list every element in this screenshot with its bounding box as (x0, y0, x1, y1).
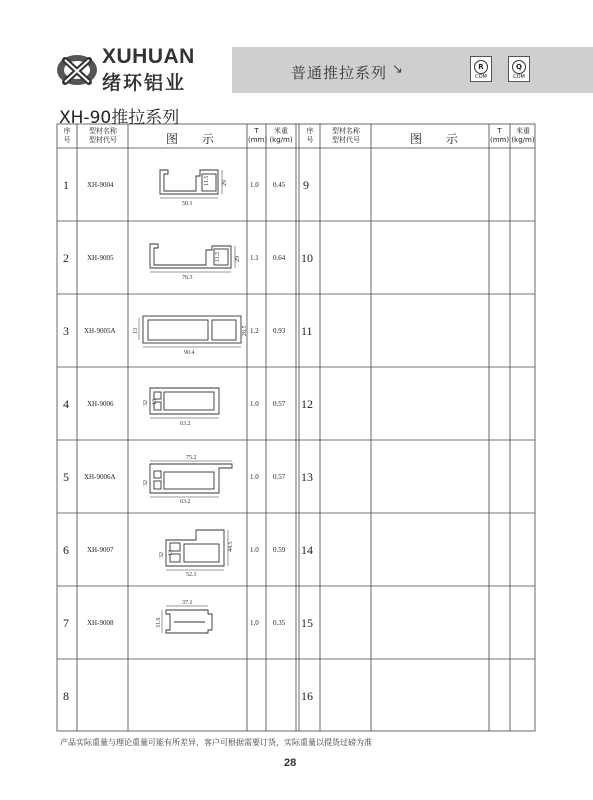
row-3-weight: 0.93 (273, 327, 286, 335)
dim-9006a-top: 75.2 (186, 455, 197, 461)
row-3-seq: 3 (63, 324, 69, 338)
row-14-seq: 14 (301, 543, 313, 557)
header-weight-line2: (kg/m) (269, 136, 293, 144)
row-4-weight: 0.57 (273, 400, 286, 408)
row-2-weight: 0.64 (273, 254, 286, 262)
row-5-code: XH-9006A (84, 473, 116, 481)
row-2-code: XH-9005 (87, 254, 114, 262)
header-model-line2: 型材代号 (89, 136, 117, 144)
brand-name-en: XUHUAN (102, 45, 195, 68)
row-10-seq: 10 (301, 251, 313, 265)
dim-9005-inner: 11.5 (215, 251, 221, 262)
row-15-seq: 15 (301, 616, 313, 630)
row-5-weight: 0.57 (273, 473, 286, 481)
row-3-code: XH-9005A (84, 327, 116, 335)
profile-xh-9007-diagram (166, 530, 228, 570)
header-model-line1: 型材名称 (89, 127, 117, 135)
row-7-weight: 0.35 (273, 619, 286, 627)
dim-9006a-bottom: 63.2 (180, 499, 191, 505)
row-11-seq: 11 (301, 324, 313, 338)
row-1-seq: 1 (63, 178, 69, 192)
header-weight-right-line2: (kg/m) (511, 136, 535, 144)
dim-9005-height: 29 (235, 256, 241, 262)
dim-9008-height: 31.6 (156, 617, 162, 628)
row-5-seq: 5 (63, 470, 69, 484)
header-diagram-right: 图 示 (410, 132, 468, 146)
category-arrow-icon: ↘ (392, 62, 403, 77)
cert-q-sub: COM (513, 74, 525, 80)
header-model-right-line2: 型材代号 (332, 136, 360, 144)
header-model-right-line1: 型材名称 (332, 127, 360, 135)
row-6-code: XH-9007 (87, 546, 114, 554)
profile-xh-9005a-diagram (139, 316, 241, 347)
header-seq-line1: 序 (63, 127, 71, 135)
row-1-weight: 0.45 (273, 181, 286, 189)
cert-r-mark: R (474, 60, 488, 74)
dim-9005-width: 76.3 (182, 275, 193, 281)
dim-9007-inner: 13 (168, 550, 174, 556)
dim-9004-inner: 11.5 (204, 175, 210, 186)
header-diagram: 图 示 (166, 132, 224, 146)
row-2-seq: 2 (63, 251, 69, 265)
profile-xh-9006-diagram (150, 388, 219, 418)
row-7-code: XH-9008 (87, 619, 114, 627)
row-7-seq: 7 (63, 616, 69, 630)
dim-9005a-width: 90.4 (184, 350, 195, 356)
row-16-seq: 16 (301, 689, 313, 703)
row-5-thickness: 1.0 (250, 473, 259, 481)
header-thickness-line1: T (254, 127, 259, 135)
dim-9006-width: 63.2 (180, 421, 191, 427)
header-thickness-right-line2: (mm) (490, 136, 510, 144)
profile-xh-9004-diagram (160, 170, 222, 198)
row-13-seq: 13 (301, 470, 313, 484)
dim-9007-left: 32 (159, 552, 165, 558)
cert-q-mark: Q (512, 60, 526, 74)
header-seq-right-line2: 号 (306, 136, 314, 144)
header-weight-right-line1: 米重 (516, 127, 530, 135)
header-thickness-line2: (mm) (248, 136, 268, 144)
profile-xh-9006a-diagram (150, 461, 232, 497)
cert-r-sub: COM (475, 74, 487, 80)
header-weight-line1: 米重 (274, 127, 288, 135)
dim-9006-height: 32 (143, 400, 149, 406)
brand-name-cn: 绪环铝业 (102, 72, 187, 94)
profile-xh-9008-diagram (162, 606, 212, 633)
weight-disclaimer: 产品实际重量与理论重量可能有所差异，客户可根据需要订货，实际重量以提货过磅为准 (60, 738, 372, 747)
row-9-seq: 9 (303, 178, 309, 192)
profile-xh-9005-diagram (150, 244, 235, 272)
dim-9005a-right: 26.5 (242, 325, 248, 336)
header-seq-right-line1: 序 (306, 127, 314, 135)
row-1-code: XH-9004 (87, 181, 114, 189)
row-3-thickness: 1.2 (250, 327, 259, 335)
dim-9006-inner: 13 (152, 399, 158, 405)
header-thickness-right-line1: T (497, 127, 502, 135)
row-4-code: XH-9006 (87, 400, 114, 408)
dim-9006a-height: 32 (143, 480, 149, 486)
row-1-thickness: 1.0 (250, 181, 259, 189)
section-title: XH-90推拉系列 (59, 108, 180, 128)
dim-9008-width: 37.1 (182, 600, 193, 606)
dim-9007-height: 44.5 (228, 541, 234, 552)
row-2-thickness: 1.1 (250, 254, 259, 262)
dim-9007-width: 52.1 (186, 572, 197, 578)
dim-9005a-left: 13 (133, 328, 139, 334)
row-12-seq: 12 (301, 397, 313, 411)
row-4-seq: 4 (63, 397, 69, 411)
row-8-seq: 8 (63, 689, 69, 703)
dim-9004-height: 29 (222, 180, 228, 186)
row-6-weight: 0.59 (273, 546, 286, 554)
page-number: 28 (284, 757, 297, 769)
row-6-thickness: 1.0 (250, 546, 259, 554)
header-seq-line2: 号 (63, 136, 71, 144)
row-7-thickness: 1.0 (250, 619, 259, 627)
series-category: 普通推拉系列 (291, 64, 388, 82)
row-6-seq: 6 (63, 543, 69, 557)
dim-9004-width: 50.1 (182, 201, 193, 207)
row-4-thickness: 1.0 (250, 400, 259, 408)
